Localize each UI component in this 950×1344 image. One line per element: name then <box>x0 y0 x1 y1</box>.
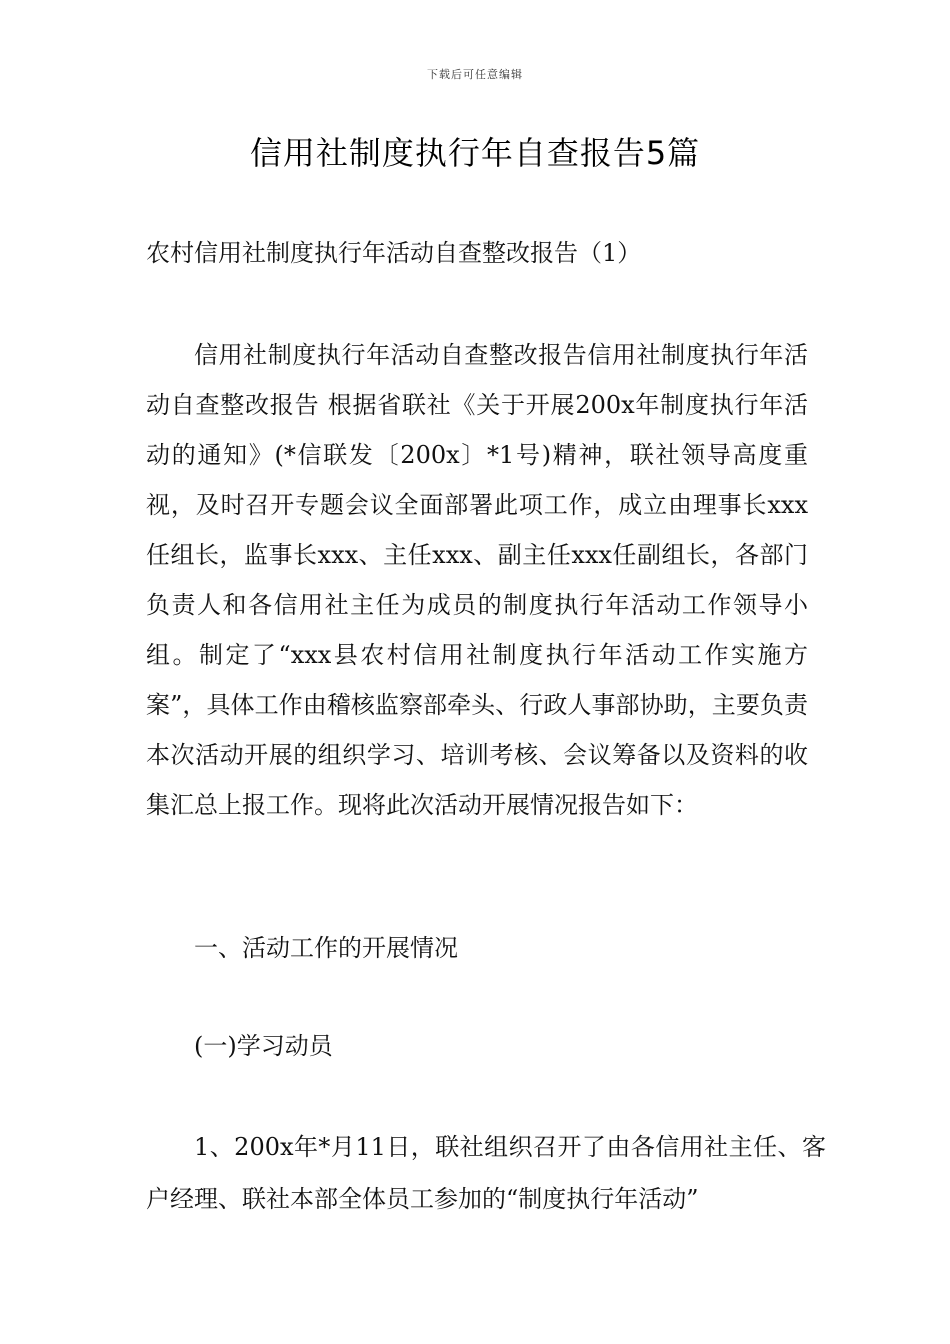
header-note: 下载后可任意编辑 <box>427 68 523 81</box>
body-paragraph-1: 信用社制度执行年活动自查整改报告信用社制度执行年活动自查整改报告 根据省联社《关于开展200x年制度执行年活动的通知》(*信联发〔200x〕*1号)精神，联社领导高度重视，及时召开专题会议全面部署此项工作，成立由理事长xxx任组长，监事长xxx、主任xxx、副主任xxx任副组长，各部门负责人和各信用社主任为成员的制度执行年活动工作领导小组。制定了“xxx县农村信用社制度执行年活动工作实施方案”，具体工作由稽核监察部牵头、行政人事部协助，主要负责本次活动开展的组织学习、培训考核、会议筹备以及资料的收集汇总上报工作。现将此次活动开展情况报告如下： <box>146 341 808 819</box>
section-heading-1: 一、活动工作的开展情况 <box>194 934 458 962</box>
document-subtitle: 农村信用社制度执行年活动自查整改报告（1） <box>146 239 642 267</box>
document-title: 信用社制度执行年自查报告5篇 <box>249 134 701 172</box>
body-paragraph-2: 1、200x年*月11日，联社组织召开了由各信用社主任、客户经理、联社本部全体员工参加的“制度执行年活动” <box>146 1133 826 1213</box>
section-heading-2: (一)学习动员 <box>194 1032 333 1060</box>
